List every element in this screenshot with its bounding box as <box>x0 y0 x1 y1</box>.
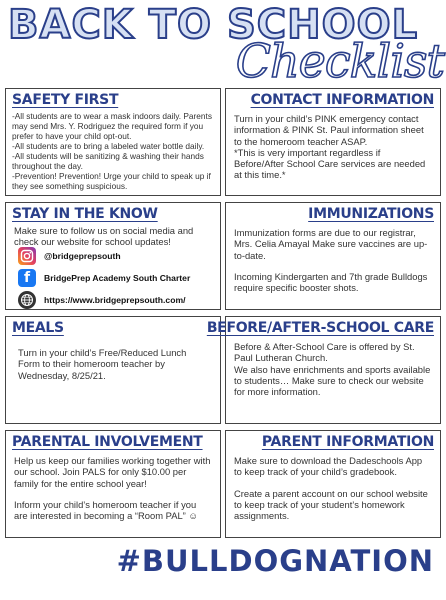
immunizations-box <box>225 202 441 310</box>
safety-first-box <box>5 88 221 196</box>
section-body: Turn in your child’s Free/Reduced Lunch Form to their homeroom teacher by Wednesday, 8/25/21. <box>18 347 187 381</box>
section-body <box>234 455 432 521</box>
section-body <box>234 341 432 397</box>
section-heading: BEFORE/AFTER-SCHOOL CARE <box>206 320 434 336</box>
section-heading: STAY IN THE KNOW <box>12 206 158 222</box>
website-link[interactable]: https://www.bridgeprepsouth.com/ <box>44 295 186 305</box>
section-body <box>234 227 432 293</box>
section-heading: PARENTAL INVOLVEMENT <box>12 434 203 450</box>
facebook-page: BridgePrep Academy South Charter <box>44 273 191 283</box>
section-body: Make sure to follow us on social media and check our website for school updates! <box>14 225 194 248</box>
contact-p1: Turn in your child’s PINK emergency contact information & PINK St. Paul information sheet to the homeroom teacher ASAP. <box>234 113 424 147</box>
section-heading: CONTACT INFORMATION <box>250 92 434 108</box>
page-title: BACK TO SCHOOL <box>8 2 419 48</box>
parentinfo-p1: Make sure to download the Dadeschools App to keep track of your child’s gradebook. <box>234 455 423 478</box>
facebook-icon: f <box>18 269 36 287</box>
hashtag: #BULLDOGNATION <box>116 544 434 578</box>
section-heading: PARENT INFORMATION <box>261 434 434 450</box>
parent-information-box <box>225 430 441 538</box>
immunizations-p1: Immunization forms are due to our registrar, Mrs. Celia Amayal Make sure vaccines are up-to-date. <box>234 227 428 261</box>
care-p1: Before & After-School Care is offered by St. Paul Lutheran Church. <box>234 341 415 364</box>
website-row[interactable] <box>18 291 185 309</box>
care-p2: We also have enrichments and sports available to students… Make sure to check our website for more information. <box>234 363 431 398</box>
safety-line: -Prevention! Prevention! Urge your child to speak up if they see something suspicious. <box>12 171 211 191</box>
parental-p2: Inform your child’s homeroom teacher if you are interested in becoming a “Room PAL” ☺ <box>14 498 198 522</box>
instagram-icon <box>18 247 36 265</box>
safety-line: -All students will be sanitizing & washing their hands throughout the day. <box>12 151 204 171</box>
page-subtitle: Checklist <box>235 34 444 88</box>
section-body <box>12 111 215 191</box>
contact-p2: *This is very important regardless if Before/After School Care services are needed at this time.* <box>234 146 426 181</box>
safety-line: -All students are to bring a labeled water bottle daily. <box>12 141 205 151</box>
immunizations-p2: Incoming Kindergarten and 7th grade Bulldogs require specific booster shots. <box>234 270 428 294</box>
section-heading: SAFETY FIRST <box>12 92 119 108</box>
facebook-row[interactable] <box>18 269 190 287</box>
globe-icon <box>18 291 36 309</box>
section-body <box>14 455 212 521</box>
parental-involvement-box <box>5 430 221 538</box>
section-body <box>234 113 432 181</box>
safety-line: -All students are to wear a mask indoors daily. Parents may send Mrs. Y. Rodriguez the required form if you prefer to have your child opt-out. <box>12 111 212 141</box>
section-heading: MEALS <box>12 320 64 336</box>
section-heading: IMMUNIZATIONS <box>308 206 434 222</box>
before-after-care-box <box>206 316 441 424</box>
stay-in-the-know-box <box>5 202 221 310</box>
contact-information-box <box>225 88 441 196</box>
instagram-handle: @bridgeprepsouth <box>44 251 121 261</box>
parental-p1: Help us keep our families working together with our school. Join PALS for only $10.00 per family for the entire school year! <box>14 455 211 489</box>
meals-box <box>5 316 221 424</box>
parentinfo-p2: Create a parent account on our school website to keep track of your student’s homework assignments. <box>234 487 428 522</box>
instagram-row[interactable] <box>18 247 121 265</box>
